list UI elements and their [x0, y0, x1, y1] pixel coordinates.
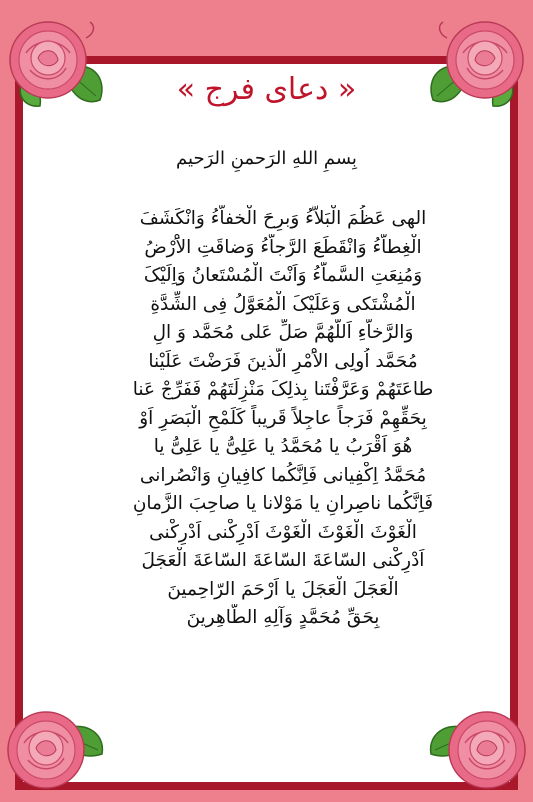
prayer-line: اَدْرِکْنی السّاعَةَ السّاعَةَ السّاعَةَ الْعَجَلَ	[141, 550, 425, 571]
prayer-line: الهی عَظُمَ الْبَلاَّءُ وَبرِحَ الْخفاَّءُ وَانْکَشَفَ	[139, 208, 427, 229]
prayer-title: « دعای فرج »	[176, 72, 357, 107]
rose-icon	[421, 8, 533, 118]
prayer-line: وَالرَّخاَّءِ اَللّهُمَّ صَلِّ عَلی مُحَمَّد وَ الِ	[152, 322, 414, 343]
rose-icon	[0, 688, 112, 798]
prayer-line: هُوَ اَقْرَبُ یا مُحَمَّدُ یا عَلِیُّ یا عَلِیُّ یا	[153, 436, 413, 457]
prayer-line: مُحَمَّدُ اِکْفِیانی فَاِنَّکُما کافِیانِ وَانْصُرانی	[139, 464, 427, 486]
prayer-line: الْعَجَلَ الْعَجَلَ یا اَرْحَمَ الرّاحِمینَ	[167, 578, 399, 600]
prayer-line: وَمُنِعَتِ السَّماَّءُ وَاَنْتَ الْمُسْتَعانُ وَاِلَیْکَ	[143, 265, 423, 286]
basmala-heading: بِسمِ اللهِ الرَحمنِ الرَحیم	[176, 148, 357, 169]
rose-icon	[421, 688, 533, 798]
prayer-text	[60, 205, 506, 633]
prayer-line: الْغِطاَّءُ وَانْقَطَعَ الرَّجاَّءُ وَضاقَتِ الاَْرْضُ	[144, 236, 422, 258]
prayer-line: بِحَقِّ مُحَمَّدٍ وَآلِهِ الطّاهِرینَ	[186, 607, 380, 628]
prayer-line: فَاِنَّکُما ناصِرانِ یا مَوْلانا یا صاحِبَ الزَّمانِ	[132, 493, 434, 514]
rose-icon	[0, 8, 112, 118]
prayer-line: مُحَمَّد اُولِی الاَْمْرِ الَّذینَ فَرَضْتَ عَلَیْنا	[148, 350, 418, 372]
prayer-line: الْغَوْثَ الْغَوْثَ الْغَوْثَ اَدْرِکْنی اَدْرِکْنی	[149, 521, 417, 543]
prayer-line: الْمُشْتَکی وَعَلَیْکَ الْمُعَوَّلُ فِی الشِّدَّةِ	[150, 293, 416, 315]
prayer-line: طاعَتَهُمْ وَعَرَّفْتَنا بِذلِکَ مَنْزِلَتَهُمْ فَفَرِّجْ عَنا	[132, 379, 434, 400]
prayer-line: بِحَقِّهِمْ فَرَجاً عاجِلاً قَریباً کَلَمْحِ الْبَصَرِ اَوْ	[139, 407, 427, 429]
